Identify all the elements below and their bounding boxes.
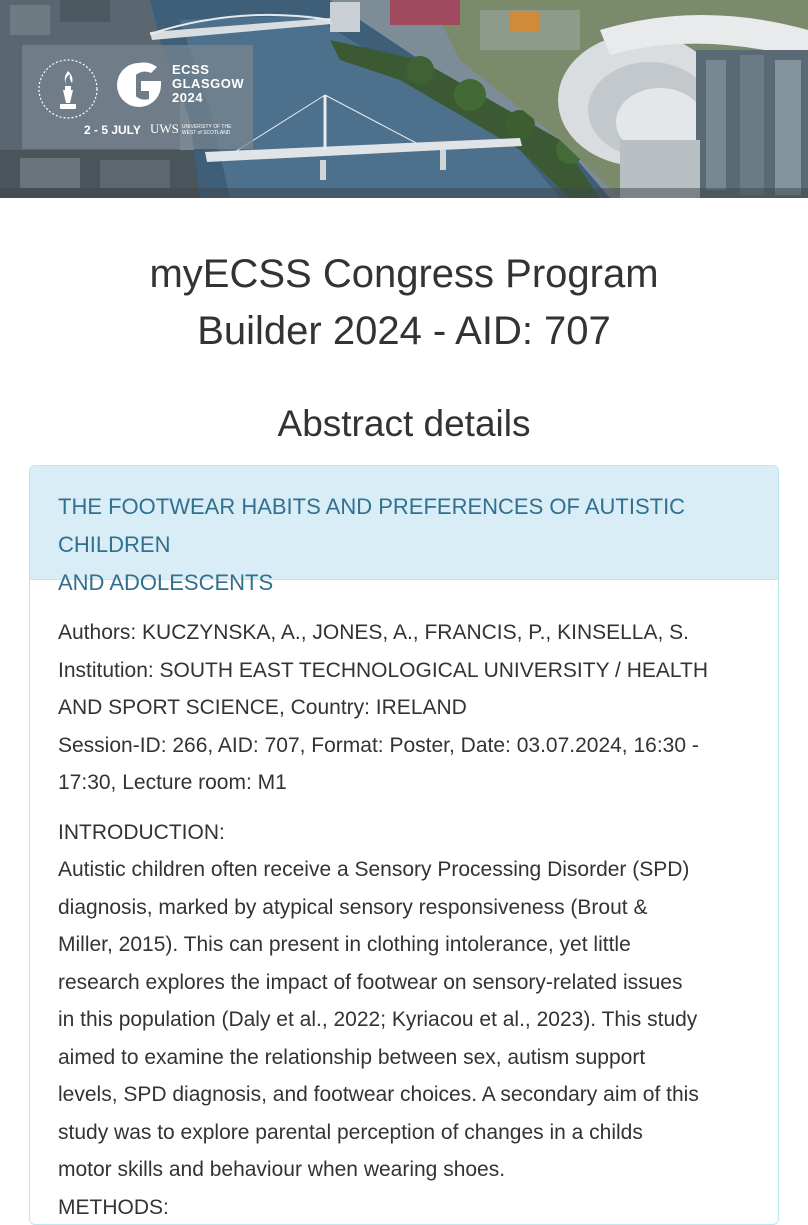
abstract-panel [29,465,779,1225]
introduction-heading: INTRODUCTION: [58,814,750,852]
page-title-line1: myECSS Congress Program [0,246,808,303]
abstract-title-line2: AND ADOLESCENTS [58,564,750,602]
abstract-body [30,580,778,1225]
uws-logo [150,121,231,137]
glasgow-g-logo-icon [115,61,163,109]
institution-line2: AND SPORT SCIENCE, Country: IRELAND [58,689,750,727]
event-name-line1: ECSS [172,63,252,77]
authors-line: Authors: KUCZYNSKA, A., JONES, A., FRANCIS, P., KINSELLA, S. [58,614,750,652]
page-title-line2: Builder 2024 - AID: 707 [0,303,808,360]
page-title [0,246,808,360]
event-name-line2: GLASGOW [172,77,252,91]
introduction-line: study was to explore parental perception of changes in a childs [58,1114,750,1152]
abstract-title [30,466,778,580]
session-line2: 17:30, Lecture room: M1 [58,764,750,802]
session-line1: Session-ID: 266, AID: 707, Format: Poster, Date: 03.07.2024, 16:30 - [58,727,750,765]
introduction-line: Miller, 2015). This can present in clothing intolerance, yet little [58,926,750,964]
introduction-line: aimed to examine the relationship between sex, autism support [58,1039,750,1077]
uws-short: UWS [150,121,179,136]
introduction-line: research explores the impact of footwear on sensory-related issues [58,964,750,1002]
introduction-section [58,814,750,1225]
introduction-line: levels, SPD diagnosis, and footwear choices. A secondary aim of this [58,1076,750,1114]
event-name-line3: 2024 [172,91,252,105]
institution-line1: Institution: SOUTH EAST TECHNOLOGICAL UNIVERSITY / HEALTH [58,652,750,690]
abstract-title-line1: THE FOOTWEAR HABITS AND PREFERENCES OF AUTISTIC CHILDREN [58,488,750,564]
section-title: Abstract details [0,400,808,448]
introduction-line: motor skills and behaviour when wearing shoes. [58,1151,750,1189]
introduction-line: Autistic children often receive a Sensory Processing Disorder (SPD) [58,851,750,889]
methods-heading: METHODS: [58,1189,750,1225]
ecss-logo-box [22,45,253,149]
uws-full-line2: WEST of SCOTLAND [182,130,231,136]
event-name [172,63,252,105]
uws-full-line1: UNIVERSITY OF THE [182,124,232,130]
uws-full [182,124,232,136]
introduction-line: in this population (Daly et al., 2022; Kyriacou et al., 2023). This study [58,1001,750,1039]
event-dates: 2 - 5 JULY [84,123,141,137]
ecss-torch-emblem-icon [36,57,100,121]
introduction-line: diagnosis, marked by atypical sensory responsiveness (Brout & [58,889,750,927]
header-banner [0,0,808,198]
